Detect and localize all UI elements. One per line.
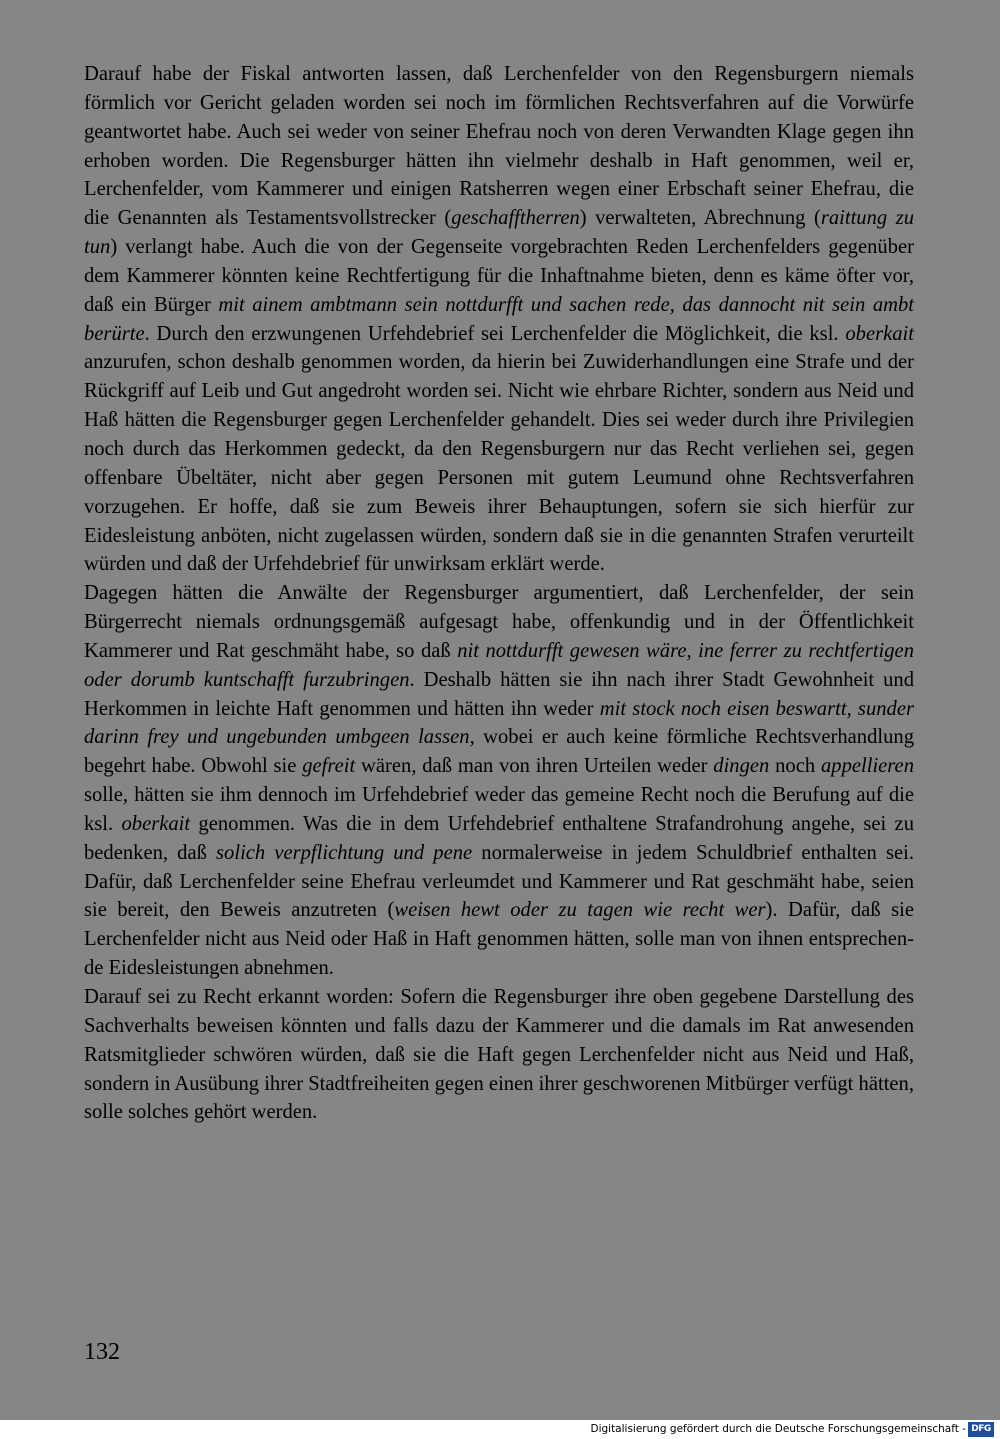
italic-quotation: oberkait (845, 322, 914, 345)
text-run: Dagegen hätten die Anwälte der Regensburger argumentiert, daß Lerchenfelder, der sein Bürgerrecht niemals ordnungsgemäß aufgesagt habe, offenkundig und in der Öffentlichkeit Kammerer und Rat geschmäht habe, so daß (84, 582, 914, 662)
funding-credit: Digitalisierung gefördert durch die Deutsche Forschungsgemeinschaft - (590, 1423, 966, 1435)
text-run: . Durch den erzwungenen Urfehdebrief sei Lerchenfelder die Möglichkeit, die ksl. (144, 322, 846, 345)
italic-quotation: oberkait (121, 812, 191, 835)
text-run: solle, hätten sie ihm dennoch im Urfehdebrief weder das gemeine Recht noch die Berufung auf die ksl. (84, 784, 914, 835)
text-run: . Deshalb hätten sie ihn nach ihrer Stadt Gewohnheit und Herkommen in leichte Haft genommen und hätten ihn weder (84, 668, 915, 720)
digitization-footer (0, 1420, 1000, 1439)
page-number: 132 (84, 1339, 120, 1365)
text-run: Darauf habe der Fiskal antworten lassen, daß Lerchenfelder von den Regensburgern niemals förmlich vor Gericht geladen worden sei noch im förmlichen Rechtsverfahren auf die Vorwürfe geantwortet habe. Auch sei weder von seiner Ehefrau noch von deren Verwandten Klage gegen ihn erhoben worden. Die Regensburger hätten ihn vielmehr deshalb in Haft genommen, weil er, Lerchenfelder, vom Kammerer und einigen Ratsherren wegen einer Erbschaft seiner Ehefrau, die die Genannten als Testamentsvollstrecker ( (84, 63, 914, 230)
body-text (84, 60, 914, 1127)
text-run: genommen. Was die in dem Urfehdebrief enthaltene Strafandrohung angehe, sei zu bedenken, daß (84, 812, 914, 864)
text-run: noch (769, 755, 821, 778)
paragraph (84, 983, 914, 1127)
italic-quotation: solich verpflichtung und pene (216, 841, 473, 864)
italic-quotation: geschafftherren (451, 207, 580, 230)
text-run: anzurufen, schon deshalb genommen worden, da hierin bei Zuwiderhandlungen eine Strafe und der Rückgriff auf Leib und Gut angedroht worden sei. Nicht wie ehrbare Richter, sondern aus Neid und Haß hätten die Regensburger gegen Lerchenfelder gehandelt. Dies sei weder durch ihre Privilegien noch durch das Herkommen gedeckt, da den Regensburgern nur das Recht verliehen sei, gegen offenbare Übeltäter, nicht aber gegen Personen mit gutem Leumund ohne Rechtsverfahren vorzugehen. Er hoffe, daß sie zum Beweis ihrer Behauptungen, sofern sie sich hierfür zur Eidesleistung anböten, nicht zugelassen würden, sondern daß sie in die genannten Strafen verurteilt würden und daß der Urfehdebrief für unwirksam erklärt werde. (84, 351, 914, 576)
text-run: wären, daß man von ihren Urteilen weder (355, 755, 714, 778)
italic-quotation: mit stock noch eisen beswartt, sunder darinn frey und ungebunden umbgeen lassen (84, 697, 914, 749)
text-run: ) verwalteten, Abrechnung ( (579, 207, 821, 230)
paragraph (84, 579, 914, 983)
text-run: Darauf sei zu Recht erkannt worden: Sofern die Regensburger ihre oben gegebene Darstellung des Sachverhalts beweisen könnten und falls dazu der Kammerer und die damals im Rat anwesenden Ratsmitglieder schwören würden, daß sie die Haft gegen Lerchenfelder nicht aus Neid und Haß, sondern in Ausübung ihrer Stadtfreiheiten gegen einen ihrer geschworenen Mitbürger verfügt hätten, solle solches gehört werden. (84, 986, 914, 1124)
text-run: normalerweise in jedem Schuldbrief enthalten sei. Dafür, daß Lerchenfelder seine Ehefrau verleumdet und Kammerer und Rat geschmäht habe, seien sie bereit, den Beweis anzutreten ( (84, 841, 914, 922)
italic-quotation: appellieren (820, 755, 914, 778)
italic-quotation: raittung zu tun (84, 207, 914, 259)
text-run: ). Dafür, daß sie Lerchenfelder nicht aus Neid oder Haß in Haft genommen hätten, solle man von ihnen entsprechende Eidesleistungen abnehmen. (84, 899, 914, 980)
italic-quotation: nit nottdurfft gewesen wäre, ine ferrer zu rechtfertigen oder dorumb kuntschafft furzubringen (84, 639, 914, 691)
paragraph (84, 60, 914, 579)
text-run: , wobei er auch keine förmliche Rechtsverhandlung begehrt habe. Obwohl sie (84, 726, 914, 778)
italic-quotation: dingen (713, 755, 770, 778)
dfg-logo: DFG (968, 1422, 994, 1437)
italic-quotation: weisen hewt oder zu tagen wie recht wer (394, 899, 766, 922)
italic-quotation: gefreit (302, 755, 356, 778)
italic-quotation: mit ainem ambtmann sein nottdurfft und sachen rede, das dannocht nit sein ambt berürte (84, 293, 915, 345)
text-run: ) verlangt habe. Auch die von der Gegenseite vorgebrachten Reden Lerchenfelders gegenüber dem Kammerer könnten keine Rechtfertigung für die Inhaftnahme bieten, denn es käme öfter vor, daß ein Bürger (84, 236, 914, 316)
